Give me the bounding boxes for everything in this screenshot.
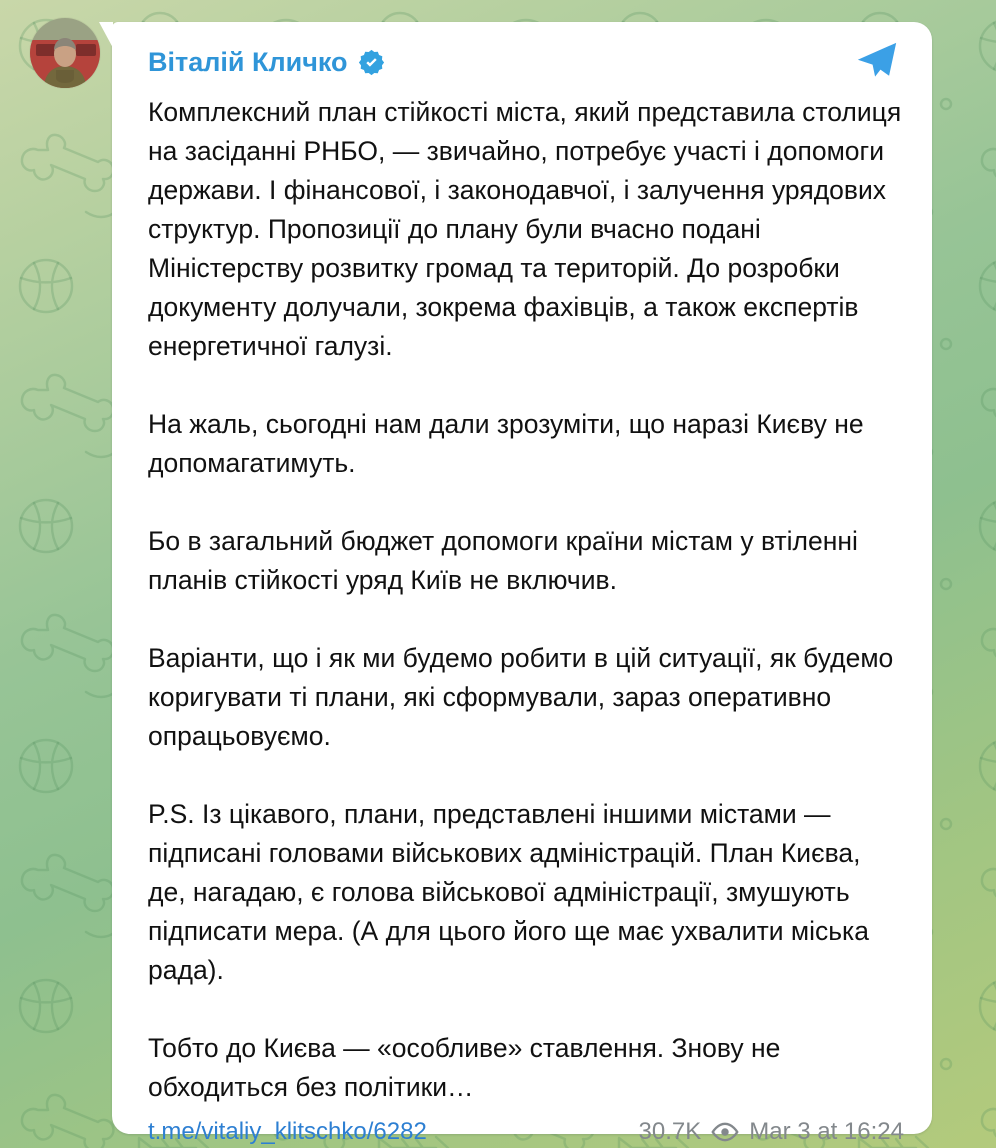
views-eye-icon: [711, 1118, 739, 1146]
post-paragraph: На жаль, сьогодні нам дали зрозуміти, що наразі Києву не допомагатимуть.: [148, 409, 864, 478]
post-date: Mar 3 at 16:24: [749, 1118, 904, 1145]
post-paragraph: Варіанти, що і як ми будемо робити в цій ситуації, як будемо коригувати ті плани, які сформували, зараз оперативно опрацьовуємо.: [148, 643, 894, 751]
verified-badge-icon: [358, 49, 385, 76]
post-text: [148, 93, 904, 1107]
message-bubble: [112, 22, 932, 1145]
post-paragraph: Комплексний план стійкості міста, який представила столиця на засіданні РНБО, — звичайно, потребує участі і допомоги держави. І фінансової, і законодавчої, і залучення урядових структур. Пропозиції до плану були вчасно подані Міністерству розвитку громад та територій. До розробки документу долучали, зокрема фахівців, а також експертів енергетичної галузі.: [148, 97, 902, 361]
post-footer: [148, 1118, 904, 1146]
post-header: [148, 40, 904, 84]
views-count: 30.7K: [638, 1118, 702, 1145]
channel-name[interactable]: Віталій Кличко: [148, 46, 348, 77]
avatar-photo: [30, 18, 100, 88]
post-link[interactable]: t.me/vitaliy_klitschko/6282: [148, 1118, 427, 1145]
post-meta: [639, 1118, 904, 1146]
avatar[interactable]: [30, 18, 100, 88]
post-paragraph: Бо в загальний бюджет допомоги країни містам у втіленні планів стійкості уряд Київ не включив.: [148, 526, 858, 595]
post-paragraph: Тобто до Києва — «особливе» ставлення. Знову не обходиться без політики…: [148, 1033, 781, 1102]
share-plane-icon[interactable]: [854, 39, 900, 85]
post-paragraph: P.S. Із цікавого, плани, представлені іншими містами — підписані головами військових адміністрацій. План Києва, де, нагадаю, є голова військової адміністрації, змушують підписати мера. (А для цього його ще має ухвалити міська рада).: [148, 799, 869, 985]
